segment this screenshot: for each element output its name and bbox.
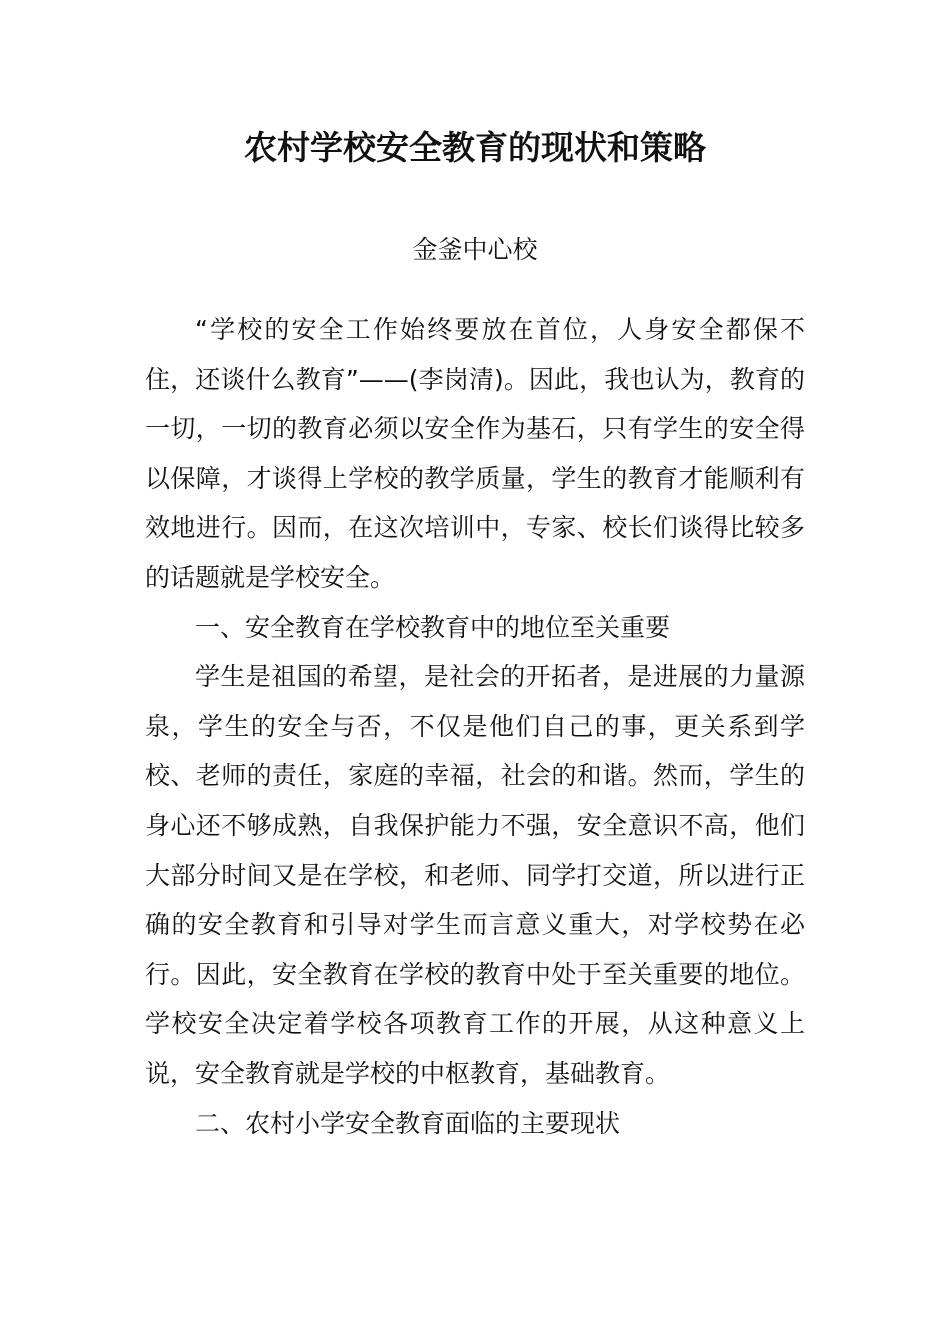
section-heading-2: 二、农村小学安全教育面临的主要现状 bbox=[195, 1108, 621, 1138]
section-1-paragraph: 学生是祖国的希望，是社会的开拓者，是进展的力量源泉，学生的安全与否，不仅是他们自己的事，更关系到学校、老师的责任，家庭的幸福，社会的和谐。然而，学生的身心还不够成熟，自我保护能力不强，安全意识不高，他们大部分时间又是在学校，和老师、同学打交道，所以进行正确的安全教育和引导对学生而言意义重大，对学校势在必行。因此，安全教育在学校的教育中处于至关重要的地位。学校安全决定着学校各项教育工作的开展，从这种意义上说，安全教育就是学校的中枢教育，基础教育。 bbox=[145, 662, 805, 1088]
document-author: 金釜中心校 bbox=[412, 235, 538, 264]
intro-paragraph: “学校的安全工作始终要放在首位，人身安全都保不住，还谈什么教育”——(李岗清)。因此，我也认为，教育的一切，一切的教育必须以安全作为基石，只有学生的安全得以保障，才谈得上学校的教学质量，学生的教育才能顺利有效地进行。因而，在这次培训中，专家、校长们谈得比较多的话题就是学校安全。 bbox=[145, 315, 805, 592]
section-heading-1: 一、安全教育在学校教育中的地位至关重要 bbox=[195, 612, 671, 642]
document-body bbox=[145, 305, 805, 1148]
document-title: 农村学校安全教育的现状和策略 bbox=[244, 128, 706, 167]
